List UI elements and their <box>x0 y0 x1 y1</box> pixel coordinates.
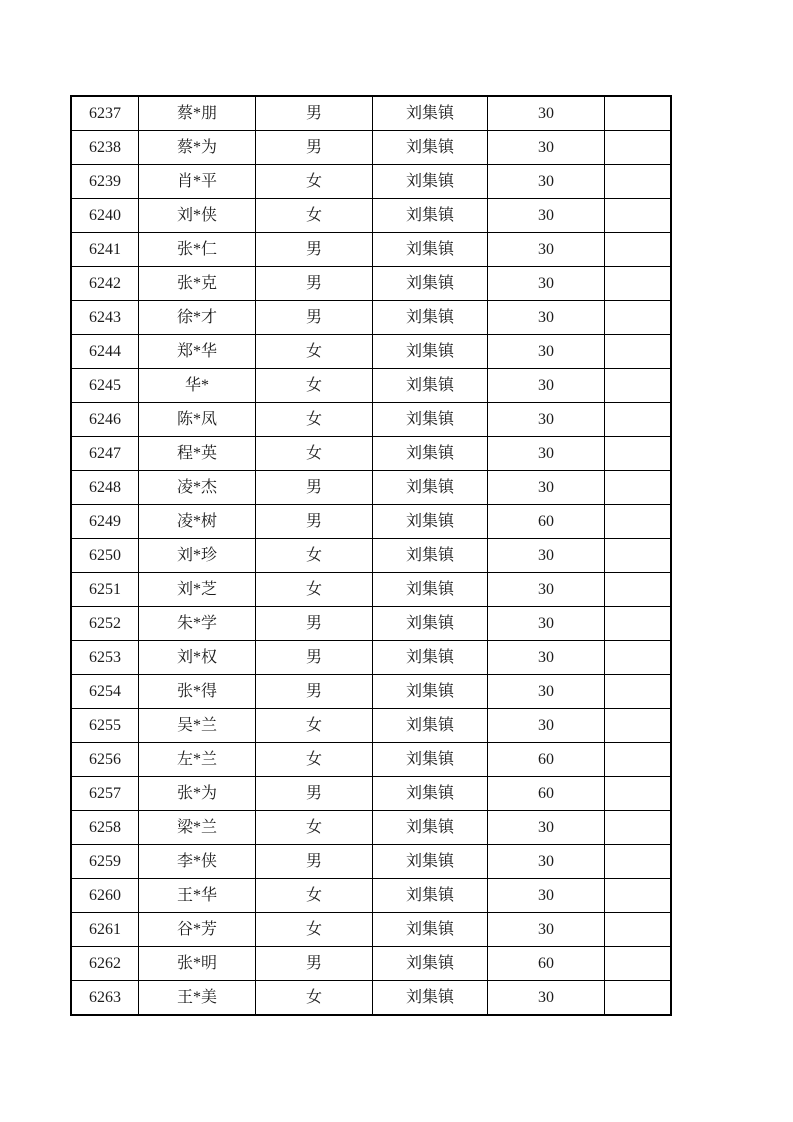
cell-amount: 30 <box>488 233 605 267</box>
cell-town: 刘集镇 <box>373 437 488 471</box>
table-row <box>71 96 671 131</box>
cell-amount: 30 <box>488 913 605 947</box>
cell-gender: 男 <box>256 471 373 505</box>
cell-note <box>605 981 672 1016</box>
cell-gender: 女 <box>256 913 373 947</box>
table-row <box>71 675 671 709</box>
cell-note <box>605 335 672 369</box>
cell-id: 6259 <box>71 845 139 879</box>
cell-town: 刘集镇 <box>373 403 488 437</box>
table-row <box>71 335 671 369</box>
cell-name: 陈*凤 <box>139 403 256 437</box>
cell-amount: 30 <box>488 981 605 1016</box>
table-row <box>71 369 671 403</box>
cell-name: 刘*珍 <box>139 539 256 573</box>
cell-id: 6252 <box>71 607 139 641</box>
cell-note <box>605 641 672 675</box>
table-row <box>71 471 671 505</box>
cell-town: 刘集镇 <box>373 981 488 1016</box>
cell-gender: 女 <box>256 199 373 233</box>
cell-amount: 60 <box>488 505 605 539</box>
cell-id: 6245 <box>71 369 139 403</box>
cell-town: 刘集镇 <box>373 845 488 879</box>
cell-name: 吴*兰 <box>139 709 256 743</box>
cell-gender: 女 <box>256 709 373 743</box>
cell-gender: 男 <box>256 233 373 267</box>
cell-note <box>605 96 672 131</box>
cell-gender: 女 <box>256 369 373 403</box>
table-row <box>71 641 671 675</box>
cell-note <box>605 675 672 709</box>
table-row <box>71 301 671 335</box>
table-row <box>71 573 671 607</box>
table-row <box>71 199 671 233</box>
table-row <box>71 845 671 879</box>
cell-name: 朱*学 <box>139 607 256 641</box>
cell-name: 刘*权 <box>139 641 256 675</box>
cell-town: 刘集镇 <box>373 811 488 845</box>
table-row <box>71 607 671 641</box>
cell-town: 刘集镇 <box>373 335 488 369</box>
cell-amount: 30 <box>488 539 605 573</box>
cell-id: 6254 <box>71 675 139 709</box>
cell-name: 凌*杰 <box>139 471 256 505</box>
cell-id: 6244 <box>71 335 139 369</box>
cell-town: 刘集镇 <box>373 641 488 675</box>
cell-note <box>605 199 672 233</box>
cell-name: 程*英 <box>139 437 256 471</box>
cell-id: 6258 <box>71 811 139 845</box>
cell-id: 6243 <box>71 301 139 335</box>
cell-id: 6257 <box>71 777 139 811</box>
cell-name: 张*明 <box>139 947 256 981</box>
cell-gender: 男 <box>256 845 373 879</box>
cell-name: 李*侠 <box>139 845 256 879</box>
cell-name: 王*美 <box>139 981 256 1016</box>
cell-amount: 30 <box>488 709 605 743</box>
table-row <box>71 743 671 777</box>
cell-id: 6255 <box>71 709 139 743</box>
cell-name: 梁*兰 <box>139 811 256 845</box>
table-row <box>71 777 671 811</box>
cell-amount: 30 <box>488 165 605 199</box>
cell-gender: 女 <box>256 879 373 913</box>
table-row <box>71 505 671 539</box>
cell-id: 6262 <box>71 947 139 981</box>
cell-gender: 女 <box>256 165 373 199</box>
cell-town: 刘集镇 <box>373 267 488 301</box>
cell-amount: 30 <box>488 437 605 471</box>
cell-name: 张*克 <box>139 267 256 301</box>
cell-town: 刘集镇 <box>373 777 488 811</box>
cell-town: 刘集镇 <box>373 743 488 777</box>
cell-id: 6241 <box>71 233 139 267</box>
cell-id: 6261 <box>71 913 139 947</box>
cell-town: 刘集镇 <box>373 675 488 709</box>
cell-note <box>605 505 672 539</box>
cell-note <box>605 811 672 845</box>
cell-gender: 女 <box>256 811 373 845</box>
cell-note <box>605 131 672 165</box>
cell-name: 左*兰 <box>139 743 256 777</box>
cell-amount: 30 <box>488 607 605 641</box>
roster-table <box>70 95 672 1016</box>
cell-town: 刘集镇 <box>373 301 488 335</box>
cell-gender: 男 <box>256 607 373 641</box>
cell-amount: 30 <box>488 96 605 131</box>
cell-gender: 女 <box>256 403 373 437</box>
cell-gender: 女 <box>256 437 373 471</box>
cell-town: 刘集镇 <box>373 573 488 607</box>
cell-name: 刘*芝 <box>139 573 256 607</box>
cell-note <box>605 471 672 505</box>
cell-town: 刘集镇 <box>373 607 488 641</box>
cell-town: 刘集镇 <box>373 96 488 131</box>
cell-gender: 男 <box>256 505 373 539</box>
cell-gender: 男 <box>256 301 373 335</box>
cell-name: 张*仁 <box>139 233 256 267</box>
cell-amount: 30 <box>488 573 605 607</box>
cell-town: 刘集镇 <box>373 233 488 267</box>
cell-id: 6251 <box>71 573 139 607</box>
cell-note <box>605 607 672 641</box>
cell-name: 刘*侠 <box>139 199 256 233</box>
cell-name: 郑*华 <box>139 335 256 369</box>
cell-note <box>605 539 672 573</box>
table-row <box>71 437 671 471</box>
cell-note <box>605 403 672 437</box>
cell-note <box>605 845 672 879</box>
cell-id: 6249 <box>71 505 139 539</box>
cell-town: 刘集镇 <box>373 165 488 199</box>
cell-id: 6238 <box>71 131 139 165</box>
cell-town: 刘集镇 <box>373 913 488 947</box>
cell-name: 华* <box>139 369 256 403</box>
cell-town: 刘集镇 <box>373 879 488 913</box>
cell-amount: 30 <box>488 301 605 335</box>
cell-id: 6253 <box>71 641 139 675</box>
cell-amount: 30 <box>488 267 605 301</box>
cell-name: 徐*才 <box>139 301 256 335</box>
cell-gender: 男 <box>256 947 373 981</box>
cell-amount: 30 <box>488 335 605 369</box>
cell-town: 刘集镇 <box>373 131 488 165</box>
cell-note <box>605 879 672 913</box>
cell-town: 刘集镇 <box>373 369 488 403</box>
cell-id: 6240 <box>71 199 139 233</box>
cell-id: 6247 <box>71 437 139 471</box>
cell-id: 6246 <box>71 403 139 437</box>
table-row <box>71 879 671 913</box>
cell-name: 肖*平 <box>139 165 256 199</box>
cell-id: 6239 <box>71 165 139 199</box>
cell-gender: 男 <box>256 267 373 301</box>
cell-note <box>605 369 672 403</box>
cell-gender: 女 <box>256 981 373 1016</box>
cell-amount: 60 <box>488 743 605 777</box>
table-row <box>71 267 671 301</box>
cell-gender: 男 <box>256 641 373 675</box>
cell-gender: 女 <box>256 743 373 777</box>
cell-note <box>605 573 672 607</box>
table-row <box>71 947 671 981</box>
cell-id: 6248 <box>71 471 139 505</box>
cell-id: 6237 <box>71 96 139 131</box>
roster-table-body <box>71 96 671 1015</box>
cell-town: 刘集镇 <box>373 471 488 505</box>
cell-note <box>605 437 672 471</box>
table-row <box>71 913 671 947</box>
cell-amount: 30 <box>488 675 605 709</box>
cell-note <box>605 743 672 777</box>
cell-town: 刘集镇 <box>373 947 488 981</box>
cell-name: 张*得 <box>139 675 256 709</box>
cell-gender: 男 <box>256 131 373 165</box>
cell-amount: 30 <box>488 403 605 437</box>
table-row <box>71 709 671 743</box>
cell-gender: 女 <box>256 335 373 369</box>
cell-id: 6242 <box>71 267 139 301</box>
table-row <box>71 539 671 573</box>
cell-name: 张*为 <box>139 777 256 811</box>
cell-name: 凌*树 <box>139 505 256 539</box>
table-row <box>71 403 671 437</box>
table-row <box>71 165 671 199</box>
cell-id: 6256 <box>71 743 139 777</box>
table-row <box>71 233 671 267</box>
cell-town: 刘集镇 <box>373 709 488 743</box>
cell-note <box>605 165 672 199</box>
cell-amount: 30 <box>488 199 605 233</box>
cell-note <box>605 301 672 335</box>
cell-amount: 60 <box>488 777 605 811</box>
cell-amount: 30 <box>488 471 605 505</box>
cell-id: 6263 <box>71 981 139 1016</box>
cell-note <box>605 267 672 301</box>
cell-town: 刘集镇 <box>373 199 488 233</box>
table-row <box>71 811 671 845</box>
cell-amount: 30 <box>488 131 605 165</box>
cell-note <box>605 233 672 267</box>
cell-name: 谷*芳 <box>139 913 256 947</box>
cell-amount: 60 <box>488 947 605 981</box>
cell-amount: 30 <box>488 811 605 845</box>
cell-amount: 30 <box>488 879 605 913</box>
cell-gender: 男 <box>256 675 373 709</box>
cell-name: 蔡*为 <box>139 131 256 165</box>
cell-gender: 男 <box>256 777 373 811</box>
cell-id: 6250 <box>71 539 139 573</box>
cell-town: 刘集镇 <box>373 539 488 573</box>
cell-amount: 30 <box>488 641 605 675</box>
cell-amount: 30 <box>488 845 605 879</box>
cell-name: 王*华 <box>139 879 256 913</box>
cell-gender: 男 <box>256 96 373 131</box>
cell-note <box>605 777 672 811</box>
cell-note <box>605 709 672 743</box>
cell-note <box>605 947 672 981</box>
table-row <box>71 131 671 165</box>
table-row <box>71 981 671 1016</box>
cell-gender: 女 <box>256 539 373 573</box>
cell-id: 6260 <box>71 879 139 913</box>
cell-gender: 女 <box>256 573 373 607</box>
cell-town: 刘集镇 <box>373 505 488 539</box>
cell-name: 蔡*朋 <box>139 96 256 131</box>
cell-note <box>605 913 672 947</box>
cell-amount: 30 <box>488 369 605 403</box>
